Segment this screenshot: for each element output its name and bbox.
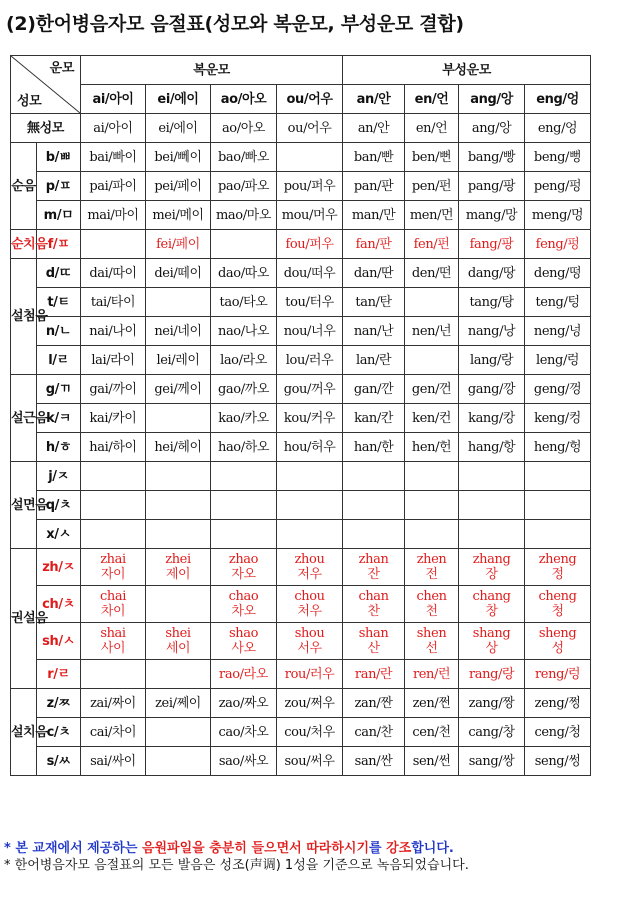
syllable-cell <box>459 623 525 660</box>
syllable-cell: fen/펀 <box>405 230 459 259</box>
table-row <box>11 689 591 718</box>
syllable-cell <box>525 462 591 491</box>
table-row <box>11 114 591 143</box>
syllable-cell: geng/껑 <box>525 375 591 404</box>
syllable-hangul: 자이 <box>100 567 126 582</box>
column-header: eng/엉 <box>525 85 591 114</box>
table-row <box>11 288 591 317</box>
syllable-cell <box>81 491 146 520</box>
syllable-cell: dao/따오 <box>211 259 277 288</box>
syllable-cell: kao/카오 <box>211 404 277 433</box>
syllable-cell: keng/컹 <box>525 404 591 433</box>
initial-label: h/ㅎ <box>37 433 81 462</box>
syllable-cell <box>146 404 211 433</box>
syllable-pinyin: zhen <box>416 552 447 567</box>
syllable-cell: han/한 <box>343 433 405 462</box>
initial-label: j/ㅈ <box>37 462 81 491</box>
syllable-cell <box>211 520 277 549</box>
table-row <box>11 520 591 549</box>
syllable-hangul: 처우 <box>297 604 322 619</box>
syllable-cell <box>343 586 405 623</box>
table-row <box>11 623 591 660</box>
syllable-cell: zao/짜오 <box>211 689 277 718</box>
syllable-cell <box>211 491 277 520</box>
syllable-cell: ceng/청 <box>525 718 591 747</box>
syllable-hangul: 차이 <box>100 604 126 619</box>
syllable-hangul: 잔 <box>367 567 380 582</box>
syllable-cell: rang/랑 <box>459 660 525 689</box>
syllable-cell: pai/파이 <box>81 172 146 201</box>
initial-label: n/ㄴ <box>37 317 81 346</box>
syllable-cell <box>405 623 459 660</box>
syllable-cell: feng/펑 <box>525 230 591 259</box>
syllable-cell <box>277 623 343 660</box>
syllable-cell <box>146 288 211 317</box>
syllable-cell <box>343 549 405 586</box>
table-row <box>11 433 591 462</box>
syllable-cell: gang/깡 <box>459 375 525 404</box>
syllable-cell: teng/텅 <box>525 288 591 317</box>
syllable-cell: hou/허우 <box>277 433 343 462</box>
syllable-cell <box>525 520 591 549</box>
syllable-cell <box>277 586 343 623</box>
syllable-cell <box>343 520 405 549</box>
syllable-cell: mang/망 <box>459 201 525 230</box>
syllable-cell: ou/어우 <box>277 114 343 143</box>
syllable-cell: lou/러우 <box>277 346 343 375</box>
syllable-pinyin: sheng <box>538 626 577 641</box>
syllable-hangul: 사이 <box>100 641 126 656</box>
syllable-cell: zai/짜이 <box>81 689 146 718</box>
syllable-cell: bei/뻬이 <box>146 143 211 172</box>
syllable-cell: beng/뻥 <box>525 143 591 172</box>
table-row <box>11 747 591 776</box>
syllable-cell: lang/랑 <box>459 346 525 375</box>
syllable-pinyin: shang <box>472 626 511 641</box>
initial-label: f/ㅍ <box>37 230 81 259</box>
syllable-cell: sao/싸오 <box>211 747 277 776</box>
syllable-cell <box>343 462 405 491</box>
syllable-hangul: 찬 <box>367 604 380 619</box>
syllable-hangul: 산 <box>367 641 380 656</box>
syllable-cell: man/만 <box>343 201 405 230</box>
syllable-cell <box>211 623 277 660</box>
syllable-cell: cai/차이 <box>81 718 146 747</box>
syllable-cell: lan/란 <box>343 346 405 375</box>
syllable-cell: lai/라이 <box>81 346 146 375</box>
syllable-cell: can/찬 <box>343 718 405 747</box>
syllable-cell: dou/떠우 <box>277 259 343 288</box>
syllable-cell <box>211 586 277 623</box>
table-row <box>11 586 591 623</box>
syllable-cell: leng/렁 <box>525 346 591 375</box>
syllable-pinyin: zhao <box>228 552 259 567</box>
syllable-cell: fan/판 <box>343 230 405 259</box>
initial-group-label: 설첨음 <box>11 259 37 375</box>
syllable-cell: ben/뻔 <box>405 143 459 172</box>
syllable-cell: sai/싸이 <box>81 747 146 776</box>
initial-group-label: 설치음 <box>11 689 37 776</box>
column-header: ou/어우 <box>277 85 343 114</box>
syllable-cell: hao/하오 <box>211 433 277 462</box>
table-row <box>11 404 591 433</box>
syllable-pinyin: chen <box>416 589 447 604</box>
column-header: an/안 <box>343 85 405 114</box>
syllable-cell <box>459 586 525 623</box>
syllable-cell: an/안 <box>343 114 405 143</box>
syllable-cell: zei/쩨이 <box>146 689 211 718</box>
syllable-cell <box>405 346 459 375</box>
syllable-cell: gao/까오 <box>211 375 277 404</box>
syllable-cell: dang/땅 <box>459 259 525 288</box>
syllable-cell: ang/앙 <box>459 114 525 143</box>
initial-label: k/ㅋ <box>37 404 81 433</box>
syllable-cell <box>81 586 146 623</box>
syllable-cell <box>277 491 343 520</box>
syllable-cell: kai/카이 <box>81 404 146 433</box>
syllable-pinyin: shai <box>100 626 126 641</box>
syllable-cell: zang/짱 <box>459 689 525 718</box>
syllable-cell <box>277 143 343 172</box>
syllable-hangul: 장 <box>485 567 498 582</box>
syllable-cell <box>81 462 146 491</box>
table-row <box>11 259 591 288</box>
syllable-pinyin: shou <box>294 626 325 641</box>
syllable-cell: mao/마오 <box>211 201 277 230</box>
column-header: ang/앙 <box>459 85 525 114</box>
syllable-cell <box>146 660 211 689</box>
syllable-cell: sen/썬 <box>405 747 459 776</box>
syllable-pinyin: chao <box>228 589 259 604</box>
syllable-cell: gou/꺼우 <box>277 375 343 404</box>
syllable-cell: nao/나오 <box>211 317 277 346</box>
syllable-cell: ren/런 <box>405 660 459 689</box>
syllable-cell: dei/떼이 <box>146 259 211 288</box>
syllable-cell <box>81 520 146 549</box>
syllable-cell: pang/팡 <box>459 172 525 201</box>
syllable-hangul: 차오 <box>231 604 256 619</box>
syllable-cell: sou/써우 <box>277 747 343 776</box>
syllable-cell: cao/차오 <box>211 718 277 747</box>
syllable-cell: tao/타오 <box>211 288 277 317</box>
syllable-pinyin: chai <box>100 589 126 604</box>
initial-label: p/ㅍ <box>37 172 81 201</box>
syllable-cell: meng/멍 <box>525 201 591 230</box>
initial-label: m/ㅁ <box>37 201 81 230</box>
syllable-cell: tou/터우 <box>277 288 343 317</box>
initial-label: t/ㅌ <box>37 288 81 317</box>
syllable-cell: fei/페이 <box>146 230 211 259</box>
syllable-cell: ai/아이 <box>81 114 146 143</box>
syllable-cell: gen/껀 <box>405 375 459 404</box>
syllable-cell <box>525 549 591 586</box>
syllable-cell: sang/쌍 <box>459 747 525 776</box>
syllable-cell: fou/퍼우 <box>277 230 343 259</box>
syllable-cell: pou/퍼우 <box>277 172 343 201</box>
syllable-cell: lao/라오 <box>211 346 277 375</box>
syllable-cell <box>343 491 405 520</box>
syllable-cell: pei/페이 <box>146 172 211 201</box>
syllable-cell: bai/빠이 <box>81 143 146 172</box>
syllable-cell: reng/렁 <box>525 660 591 689</box>
syllable-cell <box>211 549 277 586</box>
syllable-cell: ei/에이 <box>146 114 211 143</box>
table-row <box>11 317 591 346</box>
corner-top-label: 운모 <box>49 61 74 76</box>
syllable-pinyin: chou <box>294 589 325 604</box>
syllable-cell: nang/낭 <box>459 317 525 346</box>
syllable-cell: ken/컨 <box>405 404 459 433</box>
syllable-cell <box>405 462 459 491</box>
syllable-hangul: 저우 <box>297 567 322 582</box>
syllable-cell: zen/쩐 <box>405 689 459 718</box>
syllable-cell <box>81 549 146 586</box>
syllable-cell: zan/짠 <box>343 689 405 718</box>
syllable-hangul: 천 <box>425 604 438 619</box>
syllable-pinyin: zhai <box>100 552 126 567</box>
syllable-cell: peng/펑 <box>525 172 591 201</box>
syllable-hangul: 제이 <box>165 567 191 582</box>
syllable-cell: kan/칸 <box>343 404 405 433</box>
syllable-pinyin: chang <box>472 589 511 604</box>
syllable-cell: nai/나이 <box>81 317 146 346</box>
syllable-pinyin: zhang <box>472 552 511 567</box>
syllable-hangul: 전 <box>425 567 438 582</box>
syllable-cell <box>459 462 525 491</box>
table-row <box>11 201 591 230</box>
syllable-cell: san/싼 <box>343 747 405 776</box>
syllable-cell: gai/까이 <box>81 375 146 404</box>
initial-group-label: 순치음 <box>11 230 37 259</box>
initial-label: zh/ㅈ <box>37 549 81 586</box>
syllable-cell <box>81 623 146 660</box>
syllable-cell: den/떤 <box>405 259 459 288</box>
initial-label: d/ㄸ <box>37 259 81 288</box>
column-header: en/언 <box>405 85 459 114</box>
syllable-cell: lei/레이 <box>146 346 211 375</box>
initial-label: r/ㄹ <box>37 660 81 689</box>
syllable-pinyin: cheng <box>538 589 577 604</box>
syllable-cell <box>211 462 277 491</box>
syllable-cell: ao/아오 <box>211 114 277 143</box>
column-header: ai/아이 <box>81 85 146 114</box>
syllable-cell: hen/헌 <box>405 433 459 462</box>
syllable-cell: bang/빵 <box>459 143 525 172</box>
corner-header <box>11 56 81 114</box>
table-row <box>11 375 591 404</box>
footnote-1: * 본 교재에서 제공하는 음원파일을 충분히 들으면서 따라하시기를 강조합니다. <box>4 841 454 856</box>
table-row <box>11 660 591 689</box>
syllable-cell <box>146 586 211 623</box>
syllable-cell: hang/항 <box>459 433 525 462</box>
syllable-cell: mai/마이 <box>81 201 146 230</box>
page-title: (2)한어병음자모 음절표(성모와 복운모, 부성운모 결합) <box>6 13 464 35</box>
syllable-cell: dai/따이 <box>81 259 146 288</box>
initial-label: g/ㄲ <box>37 375 81 404</box>
syllable-cell: seng/썽 <box>525 747 591 776</box>
syllable-cell: ran/란 <box>343 660 405 689</box>
initial-label: b/ㅃ <box>37 143 81 172</box>
syllable-pinyin: chan <box>358 589 389 604</box>
syllable-cell: neng/넝 <box>525 317 591 346</box>
syllable-cell: ban/빤 <box>343 143 405 172</box>
syllable-cell <box>459 549 525 586</box>
syllable-cell: gan/깐 <box>343 375 405 404</box>
syllable-cell: cang/창 <box>459 718 525 747</box>
initial-group-label: 순음 <box>11 143 37 230</box>
initial-label: x/ㅅ <box>37 520 81 549</box>
syllable-hangul: 서우 <box>297 641 322 656</box>
syllable-cell: en/언 <box>405 114 459 143</box>
syllable-pinyin: shan <box>358 626 389 641</box>
syllable-cell: hei/헤이 <box>146 433 211 462</box>
syllable-hangul: 상 <box>485 641 498 656</box>
table-row <box>11 143 591 172</box>
syllable-cell: nei/네이 <box>146 317 211 346</box>
syllable-cell <box>405 288 459 317</box>
syllable-cell: dan/딴 <box>343 259 405 288</box>
syllable-cell: rou/러우 <box>277 660 343 689</box>
syllable-cell <box>146 462 211 491</box>
syllable-pinyin: zhou <box>294 552 325 567</box>
syllable-cell: nou/너우 <box>277 317 343 346</box>
table-row <box>11 491 591 520</box>
syllable-cell <box>405 549 459 586</box>
syllable-cell: tai/타이 <box>81 288 146 317</box>
initial-group-label: 설면음 <box>11 462 37 549</box>
syllable-pinyin: shen <box>416 626 447 641</box>
syllable-cell <box>146 520 211 549</box>
column-header: ao/아오 <box>211 85 277 114</box>
table-row <box>11 718 591 747</box>
initial-label: 無성모 <box>11 114 81 143</box>
syllable-cell <box>405 520 459 549</box>
initial-label: z/ㅉ <box>37 689 81 718</box>
syllable-cell: tang/탕 <box>459 288 525 317</box>
syllable-cell <box>81 230 146 259</box>
initial-label: ch/ㅊ <box>37 586 81 623</box>
syllable-hangul: 창 <box>485 604 498 619</box>
syllable-hangul: 선 <box>425 641 438 656</box>
table-row <box>11 549 591 586</box>
syllable-cell <box>146 491 211 520</box>
syllable-cell <box>211 230 277 259</box>
syllable-cell: men/먼 <box>405 201 459 230</box>
syllable-pinyin: zheng <box>538 552 577 567</box>
table-row <box>11 346 591 375</box>
syllable-cell <box>146 623 211 660</box>
syllable-cell: hai/하이 <box>81 433 146 462</box>
syllable-cell <box>81 660 146 689</box>
syllable-cell: cou/처우 <box>277 718 343 747</box>
syllable-cell <box>146 747 211 776</box>
syllable-cell: bao/빠오 <box>211 143 277 172</box>
initial-group-label: 설근음 <box>11 375 37 462</box>
syllable-pinyin: shao <box>228 626 259 641</box>
column-header: ei/에이 <box>146 85 211 114</box>
initial-label: q/ㅊ <box>37 491 81 520</box>
initial-label: s/ㅆ <box>37 747 81 776</box>
syllable-hangul: 정 <box>551 567 564 582</box>
syllable-cell: rao/라오 <box>211 660 277 689</box>
syllable-cell <box>525 491 591 520</box>
syllable-cell: nen/넌 <box>405 317 459 346</box>
syllable-cell: gei/께이 <box>146 375 211 404</box>
syllable-pinyin: shei <box>165 626 191 641</box>
footnote-2: * 한어병음자모 음절표의 모든 발음은 성조(声调) 1성을 기준으로 녹음되었습니다. <box>4 858 469 873</box>
corner-bottom-label: 성모 <box>17 94 42 109</box>
syllable-cell: eng/엉 <box>525 114 591 143</box>
table-row <box>11 230 591 259</box>
syllable-cell <box>459 520 525 549</box>
syllable-pinyin: zhei <box>165 552 191 567</box>
syllable-cell <box>405 586 459 623</box>
syllable-cell: mei/메이 <box>146 201 211 230</box>
syllable-cell <box>146 549 211 586</box>
syllable-hangul: 자오 <box>231 567 256 582</box>
syllable-cell: kang/캉 <box>459 404 525 433</box>
group-header-fuyunmu: 복운모 <box>81 56 343 85</box>
syllable-pinyin: zhan <box>358 552 389 567</box>
syllable-cell: pao/파오 <box>211 172 277 201</box>
initial-label: sh/ㅅ <box>37 623 81 660</box>
syllable-hangul: 세이 <box>165 641 191 656</box>
syllable-cell <box>525 586 591 623</box>
syllable-cell: pan/판 <box>343 172 405 201</box>
syllable-cell <box>343 623 405 660</box>
syllable-hangul: 성 <box>551 641 564 656</box>
syllable-cell: zou/쩌우 <box>277 689 343 718</box>
syllable-cell: zeng/쩡 <box>525 689 591 718</box>
syllable-cell: nan/난 <box>343 317 405 346</box>
footnotes <box>4 840 634 874</box>
syllable-cell: tan/탄 <box>343 288 405 317</box>
syllable-cell <box>277 549 343 586</box>
syllable-cell: pen/펀 <box>405 172 459 201</box>
syllable-cell: heng/헝 <box>525 433 591 462</box>
syllable-cell <box>277 462 343 491</box>
initial-label: c/ㅊ <box>37 718 81 747</box>
syllable-cell: mou/머우 <box>277 201 343 230</box>
syllable-hangul: 사오 <box>231 641 256 656</box>
syllable-cell: cen/천 <box>405 718 459 747</box>
syllable-cell: deng/떵 <box>525 259 591 288</box>
table-row <box>11 172 591 201</box>
syllable-cell <box>459 491 525 520</box>
syllable-cell <box>405 491 459 520</box>
table-row <box>11 462 591 491</box>
syllable-cell <box>525 623 591 660</box>
syllable-table <box>10 55 591 776</box>
syllable-hangul: 청 <box>551 604 564 619</box>
syllable-cell <box>146 718 211 747</box>
syllable-cell: kou/커우 <box>277 404 343 433</box>
syllable-cell <box>277 520 343 549</box>
group-header-buseongunmo: 부성운모 <box>343 56 591 85</box>
syllable-cell: fang/팡 <box>459 230 525 259</box>
initial-label: l/ㄹ <box>37 346 81 375</box>
initial-group-label: 권설음 <box>11 549 37 689</box>
